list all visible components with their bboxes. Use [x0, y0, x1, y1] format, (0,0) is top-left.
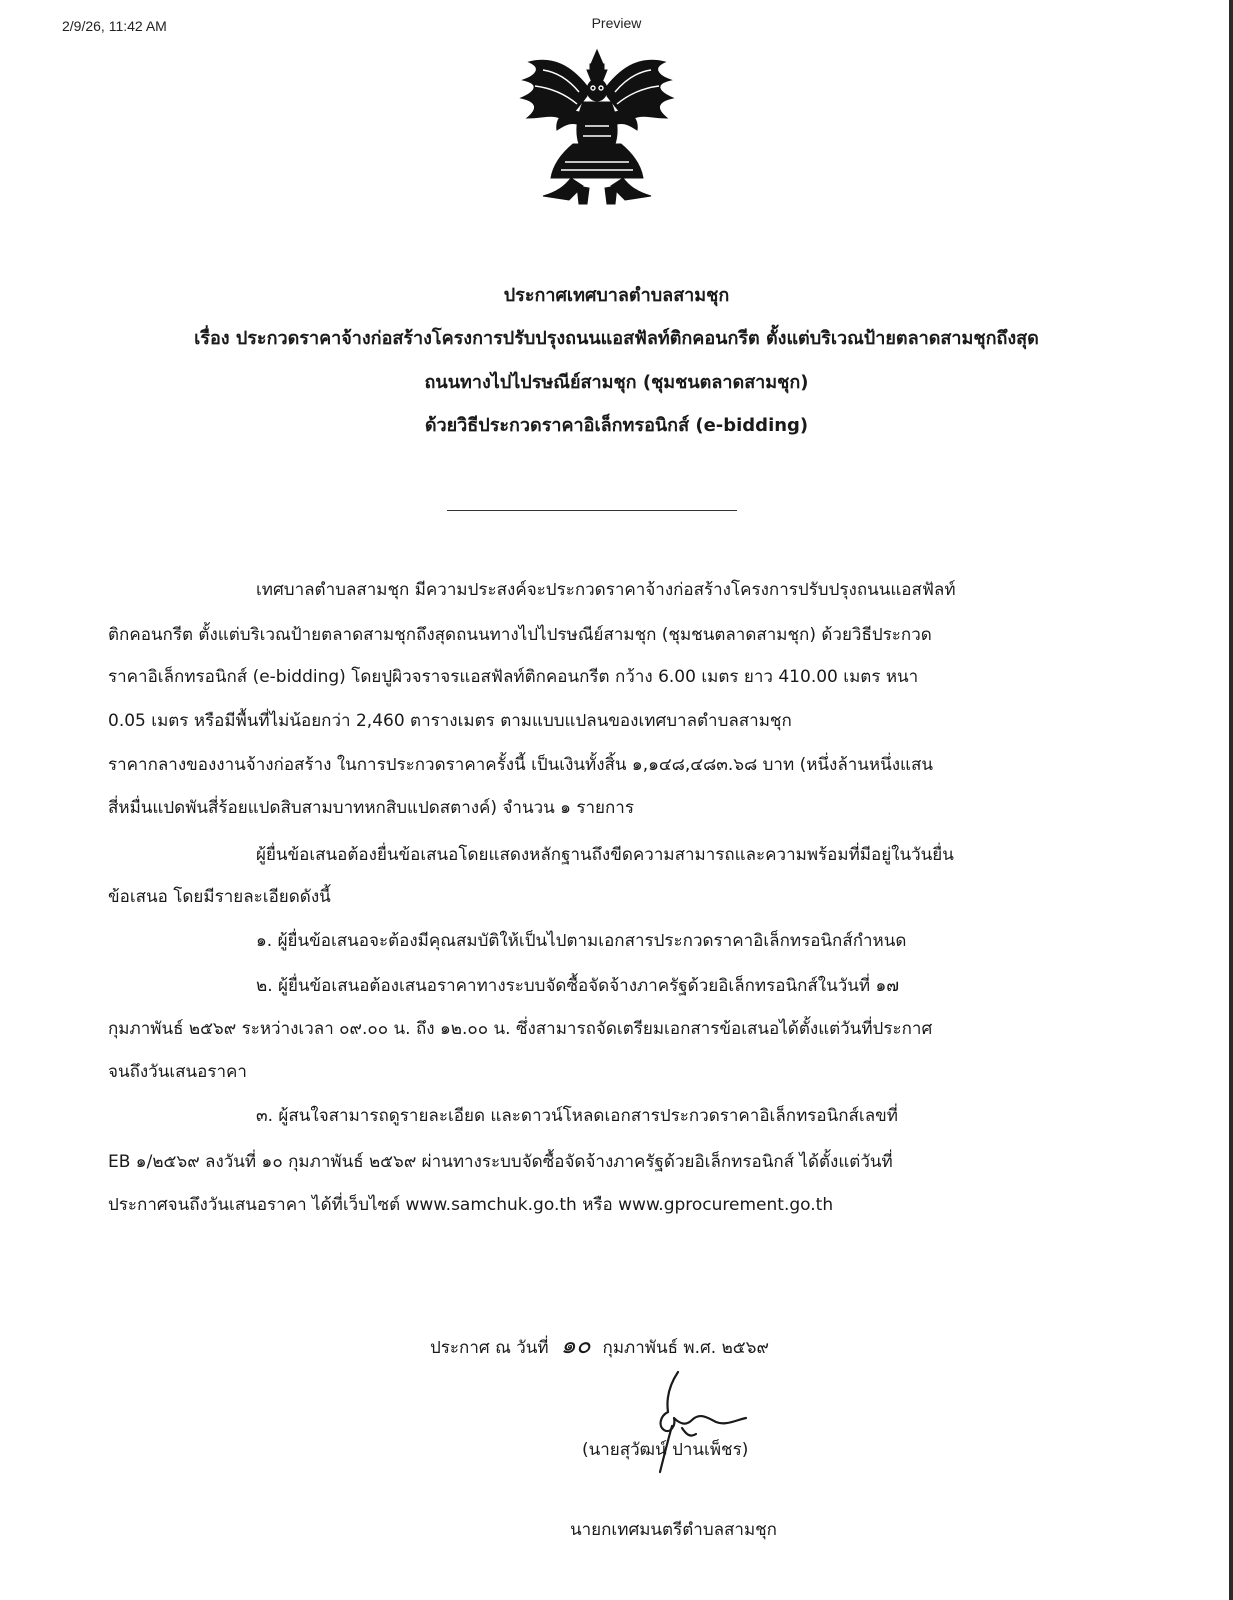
requirement-item-2: ๒. ผู้ยื่นข้อเสนอต้องเสนอราคาทางระบบจัดซื้อจัดจ้างภาครัฐด้วยอิเล็กทรอนิกส์ในวันที่ ๑๗: [256, 976, 900, 996]
requirement-item-1: ๑. ผู้ยื่นข้อเสนอจะต้องมีคุณสมบัติให้เป็นไปตามเอกสารประกวดราคาอิเล็กทรอนิกส์กำหนด: [256, 931, 907, 951]
body-line: ผู้ยื่นข้อเสนอต้องยื่นข้อเสนอโดยแสดงหลักฐานถึงขีดความสามารถและความพร้อมที่มีอยู่ในวันยื่น: [256, 845, 954, 865]
print-header-title: Preview: [591, 15, 642, 31]
garuda-emblem-icon: [513, 46, 681, 208]
body-line: EB ๑/๒๕๖๙ ลงวันที่ ๑๐ กุมภาพันธ์ ๒๕๖๙ ผ่านทางระบบจัดซื้อจัดจ้างภาครัฐด้วยอิเล็กทรอนิกส์ ได้ตั้งแต่วันที่: [108, 1152, 893, 1172]
body-line: สี่หมื่นแปดพันสี่ร้อยแปดสิบสามบาทหกสิบแปดสตางค์) จำนวน ๑ รายการ: [108, 798, 634, 818]
signer-name: (นายสุวัฒน์ ปานเพ็ชร): [582, 1440, 749, 1460]
body-line: ราคาอิเล็กทรอนิกส์ (e-bidding) โดยปูผิวจราจรแอสฟัลท์ติกคอนกรีต กว้าง 6.00 เมตร ยาว 410.00 เมตร หนา: [108, 667, 919, 687]
body-line: ข้อเสนอ โดยมีรายละเอียดดังนี้: [108, 887, 331, 907]
page-edge: [1229, 0, 1233, 1600]
date-suffix: กุมภาพันธ์ พ.ศ. ๒๕๖๙: [602, 1338, 769, 1358]
body-line: ราคากลางของงานจ้างก่อสร้าง ในการประกวดราคาครั้งนี้ เป็นเงินทั้งสิ้น ๑,๑๔๘,๔๘๓.๖๘ บาท (หนึ่งล้านหนึ่งแสน: [108, 755, 933, 775]
title-line: ประกาศเทศบาลตำบลสามชุก: [503, 285, 730, 306]
body-line: ประกาศจนถึงวันเสนอราคา ได้ที่เว็บไซต์ www.samchuk.go.th หรือ www.gprocurement.go.th: [108, 1195, 834, 1215]
body-line: กุมภาพันธ์ ๒๕๖๙ ระหว่างเวลา ๐๙.๐๐ น. ถึง ๑๒.๐๐ น. ซึ่งสามารถจัดเตรียมเอกสารข้อเสนอได้ตั้งแต่วันที่ประกาศ: [108, 1019, 933, 1039]
body-line: เทศบาลตำบลสามชุก มีความประสงค์จะประกวดราคาจ้างก่อสร้างโครงการปรับปรุงถนนแอสฟัลท์: [256, 580, 956, 600]
body-line: 0.05 เมตร หรือมีพื้นที่ไม่น้อยกว่า 2,460 ตารางเมตร ตามแบบแปลนของเทศบาลตำบลสามชุก: [108, 711, 792, 731]
signer-position: นายกเทศมนตรีตำบลสามชุก: [570, 1520, 777, 1540]
body-line: จนถึงวันเสนอราคา: [108, 1062, 247, 1082]
title-divider: [447, 510, 737, 511]
requirement-item-3: ๓. ผู้สนใจสามารถดูรายละเอียด และดาวน์โหลดเอกสารประกวดราคาอิเล็กทรอนิกส์เลขที่: [256, 1106, 898, 1126]
date-day-handwritten: ๑๐: [560, 1331, 591, 1359]
title-line: ถนนทางไปไปรษณีย์สามชุก (ชุมชนตลาดสามชุก): [424, 372, 809, 393]
print-timestamp: 2/9/26, 11:42 AM: [62, 18, 167, 34]
announcement-date: [430, 1325, 769, 1364]
title-line: เรื่อง ประกวดราคาจ้างก่อสร้างโครงการปรับปรุงถนนแอสฟัลท์ติกคอนกรีต ตั้งแต่บริเวณป้ายตลาดสามชุกถึงสุด: [194, 328, 1039, 349]
title-line: ด้วยวิธีประกวดราคาอิเล็กทรอนิกส์ (e-bidding): [424, 415, 809, 436]
body-line: ติกคอนกรีต ตั้งแต่บริเวณป้ายตลาดสามชุกถึงสุดถนนทางไปไปรษณีย์สามชุก (ชุมชนตลาดสามชุก) ด้วยวิธีประกวด: [108, 625, 932, 645]
date-prefix: ประกาศ ณ วันที่: [430, 1338, 549, 1358]
